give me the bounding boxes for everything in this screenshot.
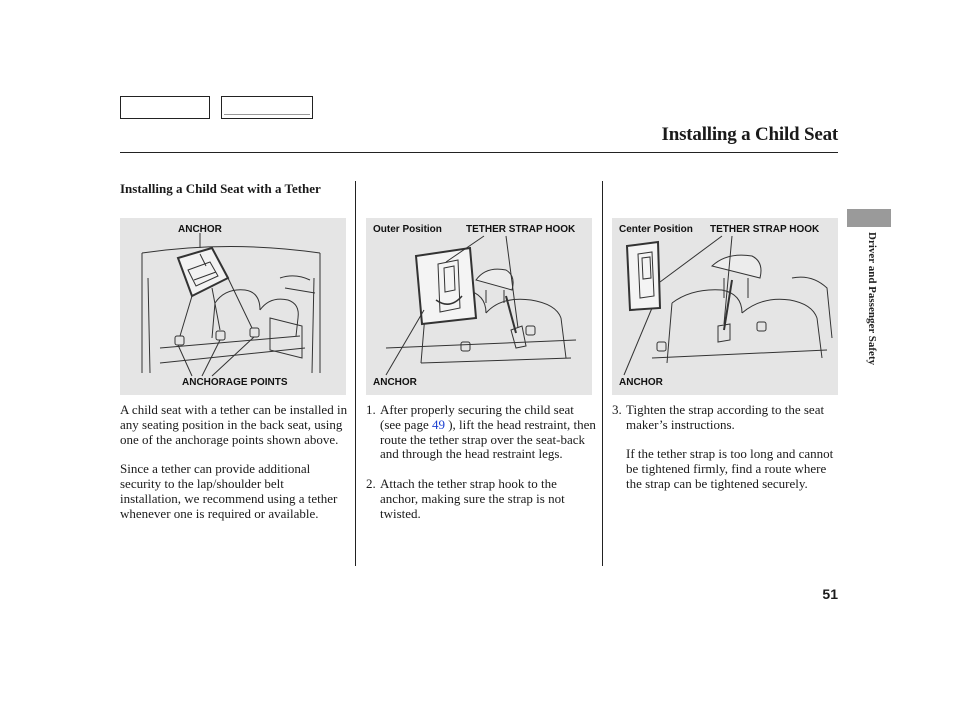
column-1-text bbox=[120, 403, 348, 521]
section-tab-label: Driver and Passenger Safety bbox=[866, 232, 878, 366]
figure-label-center-position: Center Position bbox=[619, 224, 693, 235]
section-tab[interactable] bbox=[847, 209, 891, 227]
note-paragraph: If the tether strap is too long and cannot be tightened firmly, find a route where the strap can be tightened securely. bbox=[626, 446, 834, 491]
nav-box-next[interactable] bbox=[221, 96, 313, 119]
section-heading: Installing a Child Seat with a Tether bbox=[120, 181, 321, 196]
page-link[interactable]: 49 bbox=[431, 416, 445, 432]
step-text: Attach the tether strap hook to the anchor, making sure the strap is not twisted. bbox=[380, 475, 565, 521]
figure-label-tether-strap-hook: TETHER STRAP HOOK bbox=[466, 224, 576, 235]
column-2-text bbox=[366, 403, 598, 521]
outer-position-illustration bbox=[366, 218, 592, 395]
title-rule bbox=[120, 152, 838, 153]
step-number: 1. bbox=[366, 402, 376, 417]
figure-label-anchor: ANCHOR bbox=[178, 224, 222, 235]
step-text: After properly securing the child seat (see page bbox=[380, 402, 574, 432]
step-2 bbox=[366, 477, 598, 521]
step-3 bbox=[612, 403, 840, 433]
center-position-illustration bbox=[612, 218, 838, 395]
column-divider bbox=[355, 181, 356, 566]
figure-label-outer-position: Outer Position bbox=[373, 224, 442, 235]
rear-seat-illustration bbox=[120, 218, 346, 395]
figure-anchorage-points bbox=[120, 218, 346, 395]
figure-label-anchorage-points: ANCHORAGE POINTS bbox=[182, 377, 288, 388]
column-divider bbox=[602, 181, 603, 566]
page-number: 51 bbox=[822, 586, 838, 602]
step-number: 2. bbox=[366, 475, 376, 491]
step-number: 3. bbox=[612, 402, 622, 417]
figure-label-anchor: ANCHOR bbox=[373, 377, 417, 388]
column-3-text bbox=[612, 403, 840, 492]
figure-label-tether-strap-hook: TETHER STRAP HOOK bbox=[710, 224, 820, 235]
paragraph: A child seat with a tether can be installed in any seating position in the back seat, using one of the anchorage points shown above. bbox=[120, 402, 348, 447]
paragraph: Since a tether can provide additional security to the lap/shoulder belt installation, we recommend using a tether whenever one is required or available. bbox=[120, 461, 338, 521]
page-title: Installing a Child Seat bbox=[661, 124, 838, 145]
step-text: Tighten the strap according to the seat maker’s instructions. bbox=[626, 402, 825, 432]
figure-center-position bbox=[612, 218, 838, 395]
nav-box-previous[interactable] bbox=[120, 96, 210, 119]
figure-label-anchor: ANCHOR bbox=[619, 377, 663, 388]
step-text: ), lift the head restraint, then route the tether strap over the seat-back and through the head restraint legs. bbox=[380, 416, 596, 462]
figure-outer-position bbox=[366, 218, 592, 395]
step-1 bbox=[366, 403, 598, 462]
